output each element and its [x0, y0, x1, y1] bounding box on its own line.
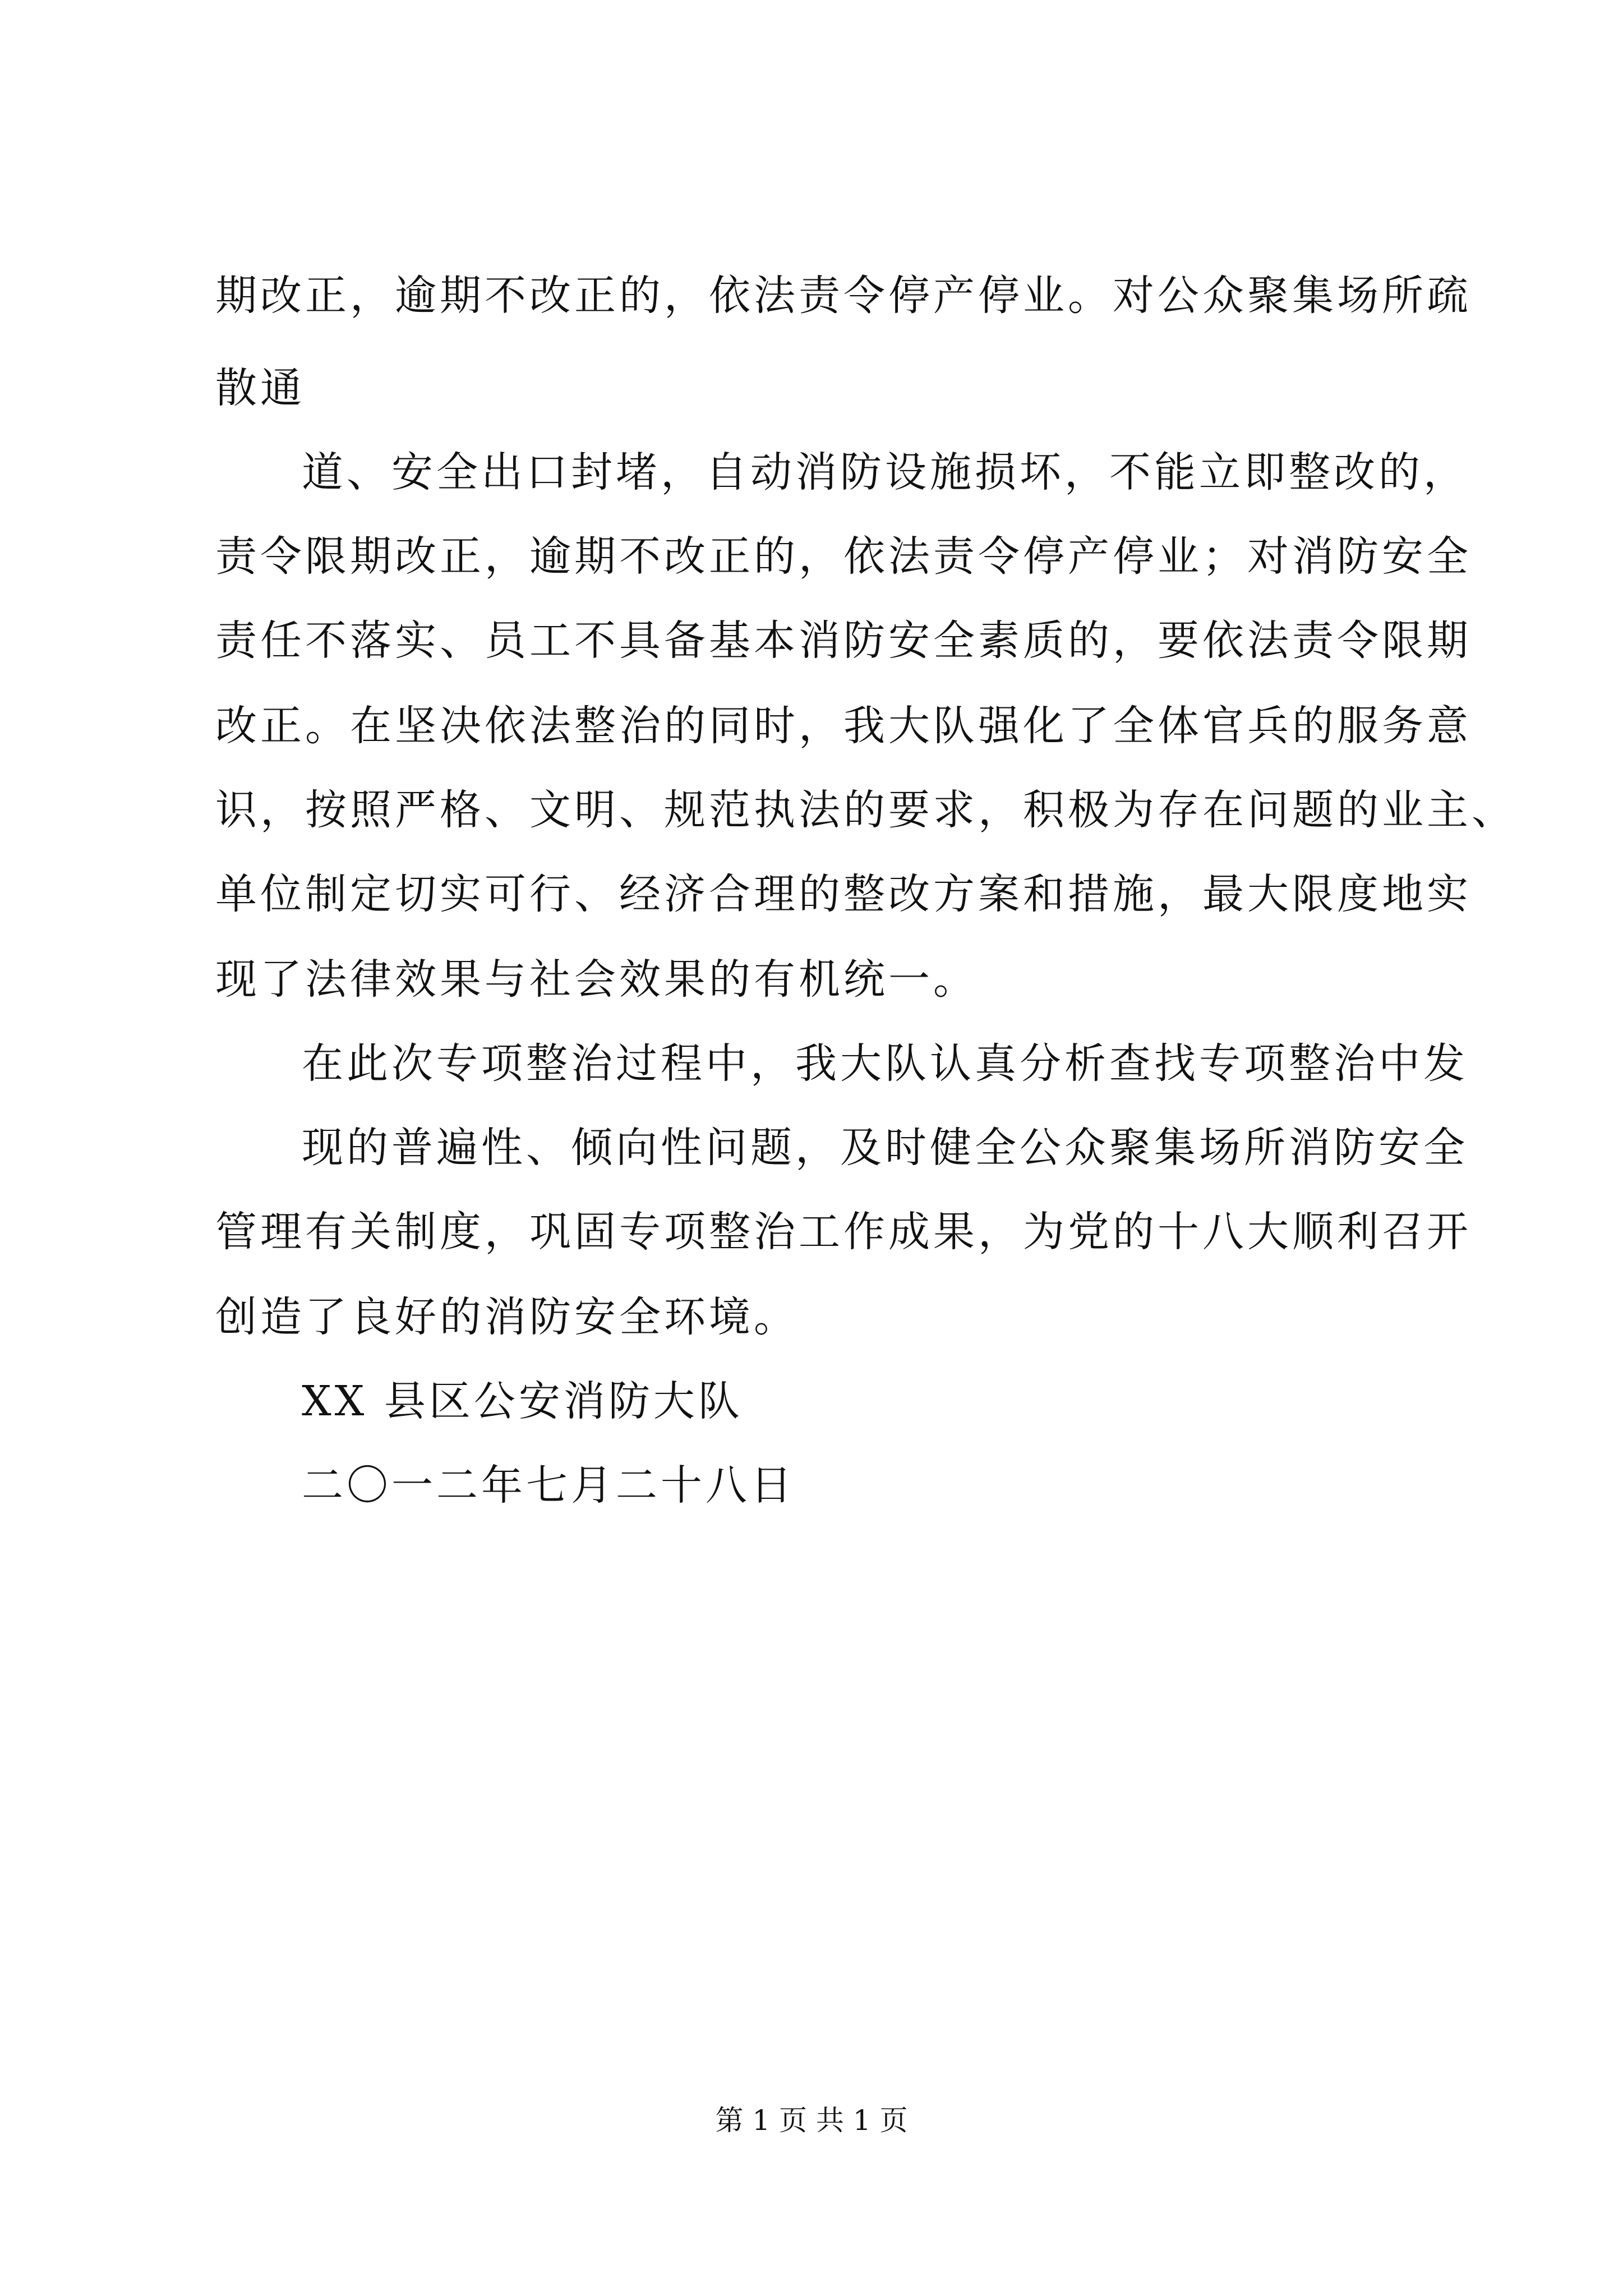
signature-date: 二〇一二年七月二十八日	[302, 1461, 795, 1510]
text-line-3: 道、安全出口封堵，自动消防设施损坏，不能立即整改的，	[302, 448, 1468, 496]
text-line-2: 散通	[215, 364, 305, 412]
text-line-5: 责任不落实、员工不具备基本消防安全素质的，要依法责令限期	[215, 616, 1472, 665]
text-line-8: 单位制定切实可行、经济合理的整改方案和措施，最大限度地实	[215, 870, 1472, 918]
text-line-7: 识，按照严格、文明、规范执法的要求，积极为存在问题的业主、	[215, 786, 1516, 834]
signature-organization: XX 县区公安消防大队	[302, 1377, 743, 1425]
text-line-4: 责令限期改正，逾期不改正的，依法责令停产停业；对消防安全	[215, 532, 1472, 581]
text-line-11: 现的普遍性、倾向性问题，及时健全公众聚集场所消防安全	[302, 1124, 1468, 1172]
text-line-13: 创造了良好的消防安全环境。	[215, 1293, 799, 1341]
text-line-12: 管理有关制度，巩固专项整治工作成果，为党的十八大顺利召开	[215, 1208, 1472, 1256]
text-line-10: 在此次专项整治过程中，我大队认真分析查找专项整治中发	[302, 1039, 1468, 1088]
text-line-1: 期改正，逾期不改正的，依法责令停产停业。对公众聚集场所疏	[215, 272, 1472, 320]
text-line-9: 现了法律效果与社会效果的有机统一。	[215, 955, 978, 1004]
text-line-6: 改正。在坚决依法整治的同时，我大队强化了全体官兵的服务意	[215, 702, 1472, 750]
page-number-footer: 第 1 页 共 1 页	[715, 2104, 908, 2137]
